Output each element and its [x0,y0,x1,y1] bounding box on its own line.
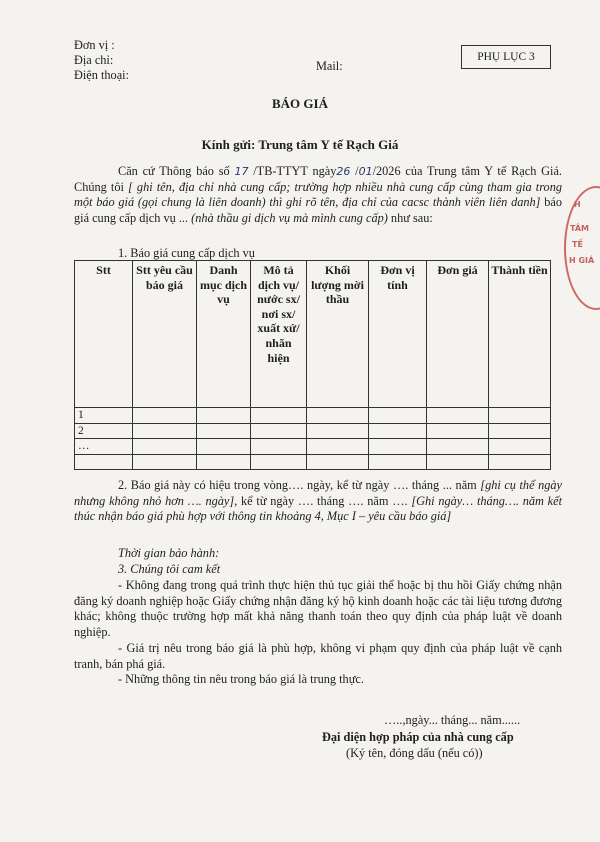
col-header-thanh-tien: Thành tiền [489,261,551,408]
signature-note: (Ký tên, đóng dấu (nếu có)) [346,746,483,760]
intro-text-4: /2026 của Trung tâm Y tế Rạch Giá. Chúng tôi [74,164,562,194]
handwritten-day: 26 [336,165,351,178]
stamp-text: H [574,200,581,209]
header-dia-chi: Địa chỉ: [74,53,114,67]
section-2-italic-2: [Ghi ngày… tháng…. năm kết thúc nhận báo giá phù hợp với thông tin khoảng 4, Mục I – yêu cầu báo giá] [74,493,562,524]
commitment-item: - Những thông tin nêu trong báo giá là trung thực. [118,672,364,687]
signature-date: …..,ngày... tháng... năm...... [384,713,521,727]
stamp-text: TẾ [572,240,583,249]
commitments [74,578,562,688]
intro-italic-2: (nhà thầu gi dịch vụ mà mình cung cấp) [191,211,388,226]
table-row [75,439,551,455]
intro-italic-1: [ ghi tên, địa chỉ nhà cung cấp; trường hợp nhiều nhà cung cấp cùng tham gia trong một báo giá (gọi chung là liên doanh) thì ghi rõ tên, địa chỉ của cacsc thành viên liên danh] [74,179,562,210]
commitment-item: - Giá trị nêu trong báo giá là phù hợp, không vi phạm quy định của pháp luật về cạnh tranh, bán phá giá. [74,640,562,671]
intro-text-6: như sau: [387,211,433,226]
table-row [75,454,551,470]
col-header-khoi-luong: Khối lượng mời thầu [307,261,369,408]
col-header-stt: Stt [75,261,133,408]
table-header-row [75,261,551,408]
intro-text-2: /TB-TTYT ngày [248,164,337,178]
section-2-italic-1: [ghi cụ thể ngày nhưng không nhỏ hơn …. ngày] [74,478,562,508]
page-title: BÁO GIÁ [272,96,328,111]
intro-paragraph [74,164,562,227]
quotation-table [74,260,551,470]
intro-text-5: báo giá cung cấp dịch vụ ... [74,195,562,226]
row-number: … [75,439,133,455]
section-2-paragraph [74,478,562,525]
section-3-heading: 3. Chúng tôi cam kết [118,562,221,576]
header-dien-thoai: Điện thoại: [74,68,129,82]
col-header-don-gia: Đơn giá [427,261,489,408]
col-header-stt-yeu-cau: Stt yêu cầu báo giá [133,261,197,408]
handwritten-month: 01 [358,165,373,178]
signature-role: Đại diện hợp pháp của nhà cung cấp [322,730,514,744]
header-don-vi: Đơn vị : [74,38,115,52]
section-2-text-2: , kể từ ngày …. tháng …. năm …. [234,493,412,508]
commitment-item: - Không đang trong quá trình thực hiện thủ tục giải thể hoặc bị thu hồi Giấy chứng nhận đăng ký doanh nghiệp hoặc Giấy chứng nhận đăng ký hộ kinh doanh hoặc các tài liệu tương đương khác; không thuộc trường hợp mất khả năng thanh toán theo quy định của pháp luật về doanh nghiệp. [74,578,562,640]
table-row [75,423,551,439]
warranty-line: Thời gian bảo hành: [118,546,220,560]
handwritten-number: 17 [234,165,249,178]
intro-text-1: Căn cứ Thông báo số [118,164,235,178]
stamp-text: H GIÁ [569,256,595,265]
recipient: Kính gửi: Trung tâm Y tế Rạch Giá [201,137,399,152]
col-header-don-vi-tinh: Đơn vị tính [369,261,427,408]
annex-label: PHỤ LỤC 3 [461,45,551,69]
row-number: 2 [75,423,133,439]
section-1-heading: 1. Báo giá cung cấp dịch vụ [118,246,255,260]
col-header-mo-ta: Mô tả dịch vụ/ nước sx/ nơi sx/ xuất xứ/ nhãn hiện [251,261,307,408]
header-mail: Mail: [316,59,343,73]
intro-text-3: / [350,164,359,178]
stamp-text: TÂM [570,224,589,233]
col-header-danh-muc: Danh mục dịch vụ [197,261,251,408]
row-number: 1 [75,408,133,424]
red-seal-stamp [564,186,600,310]
row-number [75,454,133,470]
section-2-text-1: 2. Báo giá này có hiệu trong vòng…. ngày, kể từ ngày …. tháng ... năm [118,478,481,492]
table-row [75,408,551,424]
